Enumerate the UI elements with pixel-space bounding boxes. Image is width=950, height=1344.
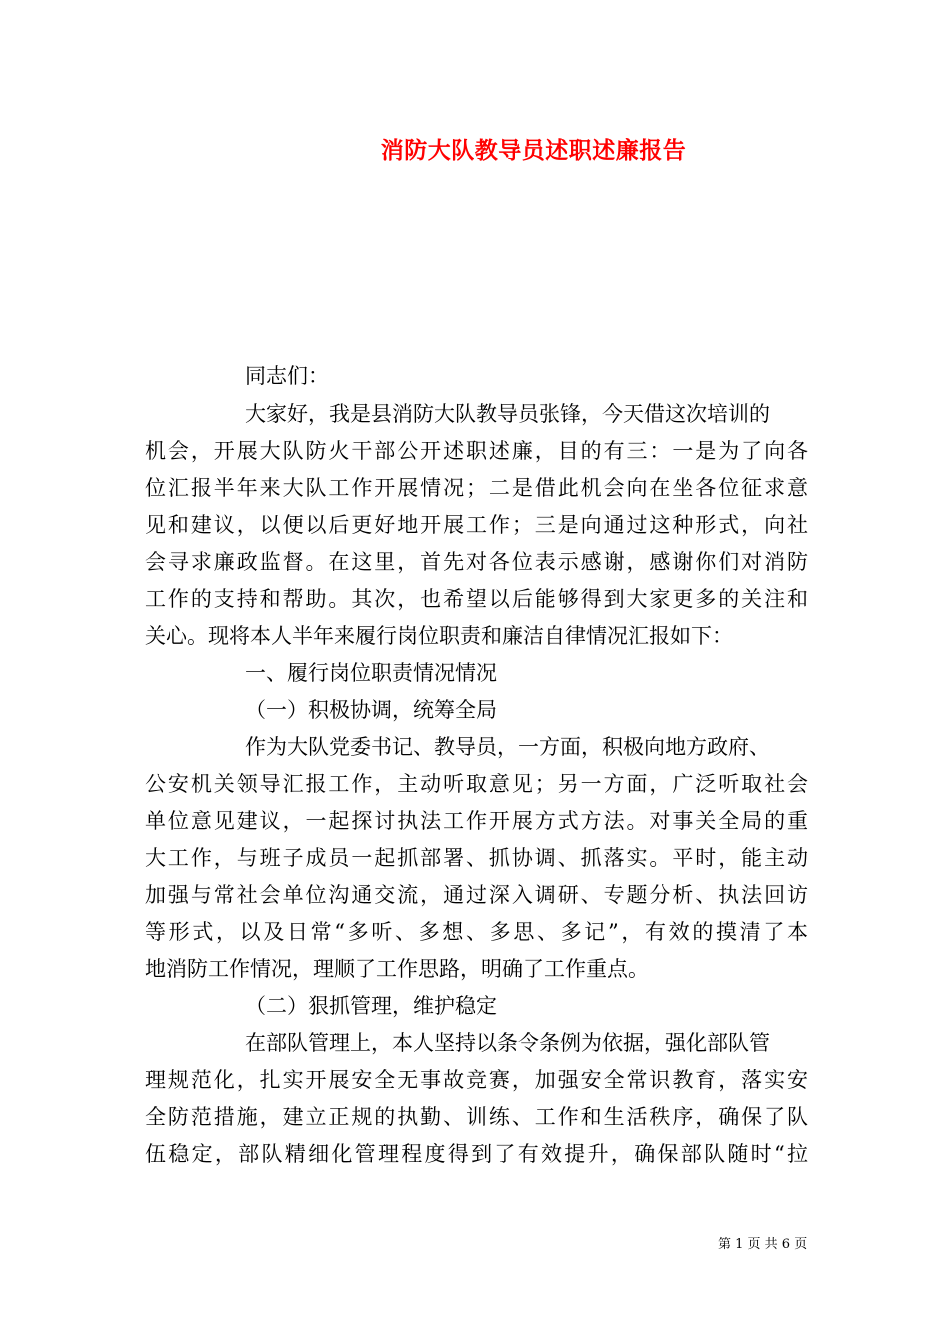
greeting: 同志们： [245,364,329,388]
body-line: 作为大队党委书记、教导员，一方面，积极向地方政府、 [245,735,770,759]
document-title: 消防大队教导员述职述廉报告 [380,137,687,164]
body-line: 大家好，我是县消防大队教导员张锋，今天借这次培训的 [245,402,770,426]
page-number: 第 1 页 共 6 页 [718,1237,808,1252]
body-line: 会寻求廉政监督。在这里，首先对各位表示感谢，感谢你们对消防 [145,550,808,574]
body-line: 机会，开展大队防火干部公开述职述廉，目的有三：一是为了向各 [145,439,808,463]
body-line: 地消防工作情况，理顺了工作思路，明确了工作重点。 [145,957,649,981]
body-line: 大工作，与班子成员一起抓部署、抓协调、抓落实。平时，能主动 [145,846,808,870]
body-line: 公安机关领导汇报工作，主动听取意见；另一方面，广泛听取社会 [145,772,808,796]
body-line: 理规范化，扎实开展安全无事故竞赛，加强安全常识教育，落实安 [145,1068,808,1092]
body-line: 关心。现将本人半年来履行岗位职责和廉洁自律情况汇报如下： [145,624,733,648]
body-line: 全防范措施，建立正规的执勤、训练、工作和生活秩序，确保了队 [145,1105,808,1129]
body-line: 见和建议，以便以后更好地开展工作；三是向通过这种形式，向社 [145,513,808,537]
body-line: 加强与常社会单位沟通交流，通过深入调研、专题分析、执法回访 [145,883,808,907]
body-line: 伍稳定，部队精细化管理程度得到了有效提升，确保部队随时“拉 [145,1142,808,1166]
body-line: 等形式，以及日常“多听、多想、多思、多记”，有效的摸清了本 [145,920,808,944]
section-heading: 一、履行岗位职责情况情况 [245,661,497,685]
body-line: 位汇报半年来大队工作开展情况；二是借此机会向在坐各位征求意 [145,476,808,500]
body-line: 在部队管理上，本人坚持以条令条例为依据，强化部队管 [245,1031,770,1055]
body-line: 单位意见建议，一起探讨执法工作开展方式方法。对事关全局的重 [145,809,808,833]
body-line: 工作的支持和帮助。其次，也希望以后能够得到大家更多的关注和 [145,587,808,611]
subsection-heading: （一）积极协调，统筹全局 [245,698,497,722]
subsection-heading: （二）狠抓管理，维护稳定 [245,994,497,1018]
